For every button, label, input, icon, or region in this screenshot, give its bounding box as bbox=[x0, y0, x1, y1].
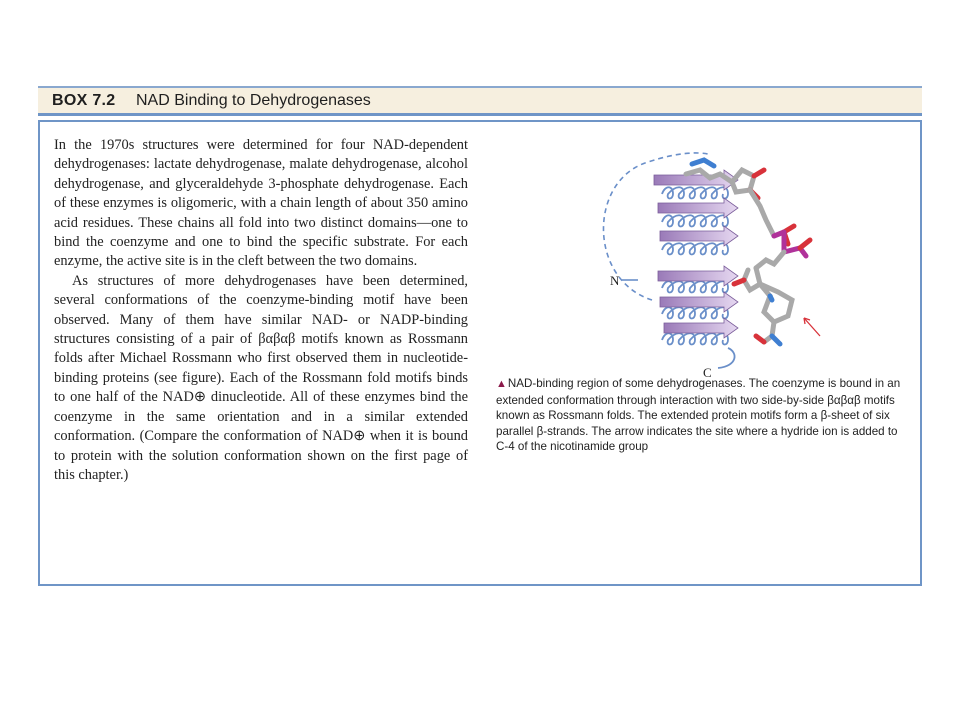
caption-text: NAD-binding region of some dehydrogenases. The coenzyme is bound in an extended conformation through interaction with two side-by-side βαβαβ motifs known as Rossmann folds. The extended protein motifs form a β-sheet of six parallel β-strands. The arrow indicates the site where a hydride ion is added to C-4 of the nicotinamide group bbox=[496, 377, 901, 454]
c-terminal-loop bbox=[718, 348, 735, 368]
alpha-helix-5 bbox=[662, 307, 728, 318]
box-title: NAD Binding to Dehydrogenases bbox=[136, 92, 371, 109]
alpha-helix-3 bbox=[662, 243, 728, 254]
hydride-arrow-icon bbox=[804, 318, 820, 336]
alpha-helix-4 bbox=[662, 281, 728, 292]
figure-caption bbox=[496, 376, 906, 455]
box-body bbox=[38, 120, 922, 586]
c-terminus-label: C bbox=[703, 365, 712, 380]
alpha-helix-6 bbox=[662, 333, 728, 344]
paragraph-2: As structures of more dehydrogenases have been determined, several conformations of the coenzyme-binding motif have been observed. Many of them have similar NAD- or NADP-binding structures consisting of a pair of βαβαβ motifs known as Rossmann folds after Michael Rossmann who first observed them in nucleotide-binding proteins (see figure). Each of the Rossmann fold motifs binds to one half of the NAD⊕ dinucleotide. All of these enzymes bind the coenzyme in the same orientation and in a similar extended conformation. (Compare the conformation of NAD⊕ when it is bound to protein with the solution conformation shown on the first page of this chapter.) bbox=[54, 272, 468, 483]
body-text bbox=[54, 136, 468, 485]
paragraph-1: In the 1970s structures were determined for four NAD-dependent dehydrogenases: lactate dehydrogenase, malate dehydrogenase, alcohol dehydrogenase, and glyceraldehyde 3-phosphate dehydrogenase. Each of these enzymes is oligomeric, with a chain length of about 350 amino acid residues. These chains all fold into two distinct domains—one to bind the coenzyme and one to bind the specific substrate. For each enzyme, the active site is in the cleft between the two domains. bbox=[54, 137, 468, 270]
box-number: BOX 7.2 bbox=[52, 92, 116, 109]
caption-marker-icon: ▲ bbox=[496, 378, 507, 390]
n-terminus-label: N bbox=[610, 273, 620, 288]
alpha-helix-2 bbox=[662, 215, 728, 226]
box-header bbox=[38, 86, 922, 116]
beta-strand-4 bbox=[658, 266, 738, 286]
alpha-helix-1 bbox=[662, 187, 728, 198]
rossmann-fold-figure bbox=[588, 140, 828, 380]
box-7-2 bbox=[38, 86, 922, 586]
